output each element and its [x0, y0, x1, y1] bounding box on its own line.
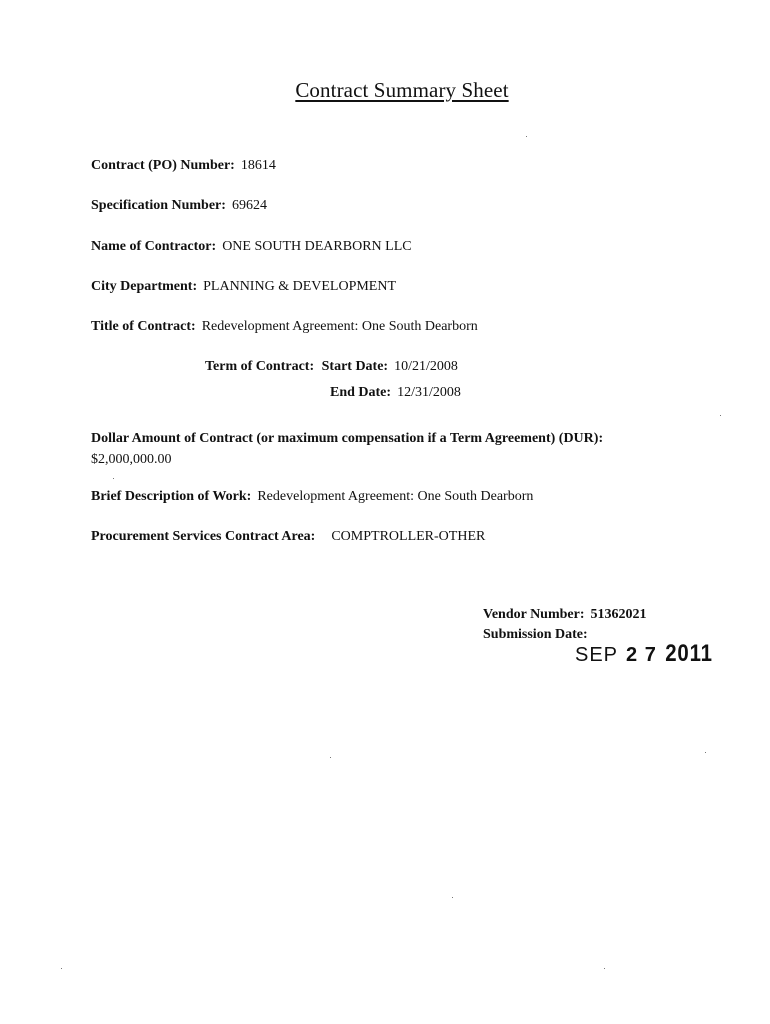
received-date-stamp [575, 640, 717, 668]
scan-speck [61, 968, 62, 969]
scan-speck [720, 415, 721, 416]
spec-number-label: Specification Number: [91, 198, 226, 213]
term-start-row [205, 359, 458, 375]
department-label: City Department: [91, 279, 198, 294]
start-date-value: 10/21/2008 [394, 359, 458, 374]
start-date-label: Start Date: [321, 359, 389, 374]
contractor-label: Name of Contractor: [91, 239, 217, 254]
scan-speck [113, 478, 114, 479]
submission-date-row [483, 627, 588, 643]
procurement-area-row [91, 529, 485, 545]
procurement-area-label: Procurement Services Contract Area: [91, 529, 316, 544]
po-number-label: Contract (PO) Number: [91, 158, 235, 173]
vendor-number-label: Vendor Number: [483, 607, 585, 622]
term-label: Term of Contract: [205, 359, 315, 374]
contract-title-row [91, 319, 478, 335]
scan-speck [526, 136, 527, 137]
po-number-value: 18614 [240, 158, 276, 173]
dollar-amount-label-row [91, 431, 603, 447]
stamp-month: SEP [575, 644, 619, 666]
contractor-value: ONE SOUTH DEARBORN LLC [222, 239, 412, 254]
description-value: Redevelopment Agreement: One South Dearborn [257, 489, 534, 504]
dollar-amount-label: Dollar Amount of Contract (or maximum compensation if a Term Agreement) (DUR): [91, 431, 604, 446]
spec-number-row [91, 198, 267, 214]
department-row [91, 279, 396, 295]
contract-title-value: Redevelopment Agreement: One South Dearborn [201, 319, 478, 334]
procurement-area-value: COMPTROLLER-OTHER [331, 529, 486, 544]
spec-number-value: 69624 [231, 198, 267, 213]
page-title: Contract Summary Sheet [295, 78, 509, 102]
term-end-row [330, 385, 461, 401]
dollar-amount-value-row [91, 452, 172, 468]
scan-speck [452, 897, 453, 898]
vendor-number-value: 51362021 [590, 607, 647, 622]
vendor-number-row [483, 607, 647, 623]
contract-title-label: Title of Contract: [91, 319, 196, 334]
end-date-value: 12/31/2008 [397, 385, 461, 400]
scan-speck [330, 757, 331, 758]
submission-date-label: Submission Date: [483, 627, 588, 642]
contractor-row [91, 239, 412, 255]
scan-speck [604, 968, 605, 969]
department-value: PLANNING & DEVELOPMENT [203, 279, 397, 294]
scan-speck [705, 752, 706, 753]
description-label: Brief Description of Work: [91, 489, 252, 504]
dollar-amount-value: $2,000,000.00 [91, 452, 172, 467]
stamp-day: 2 7 [626, 644, 657, 666]
end-date-label: End Date: [330, 385, 392, 400]
po-number-row [91, 158, 276, 174]
description-row [91, 489, 533, 505]
stamp-year: 2011 [665, 640, 713, 667]
